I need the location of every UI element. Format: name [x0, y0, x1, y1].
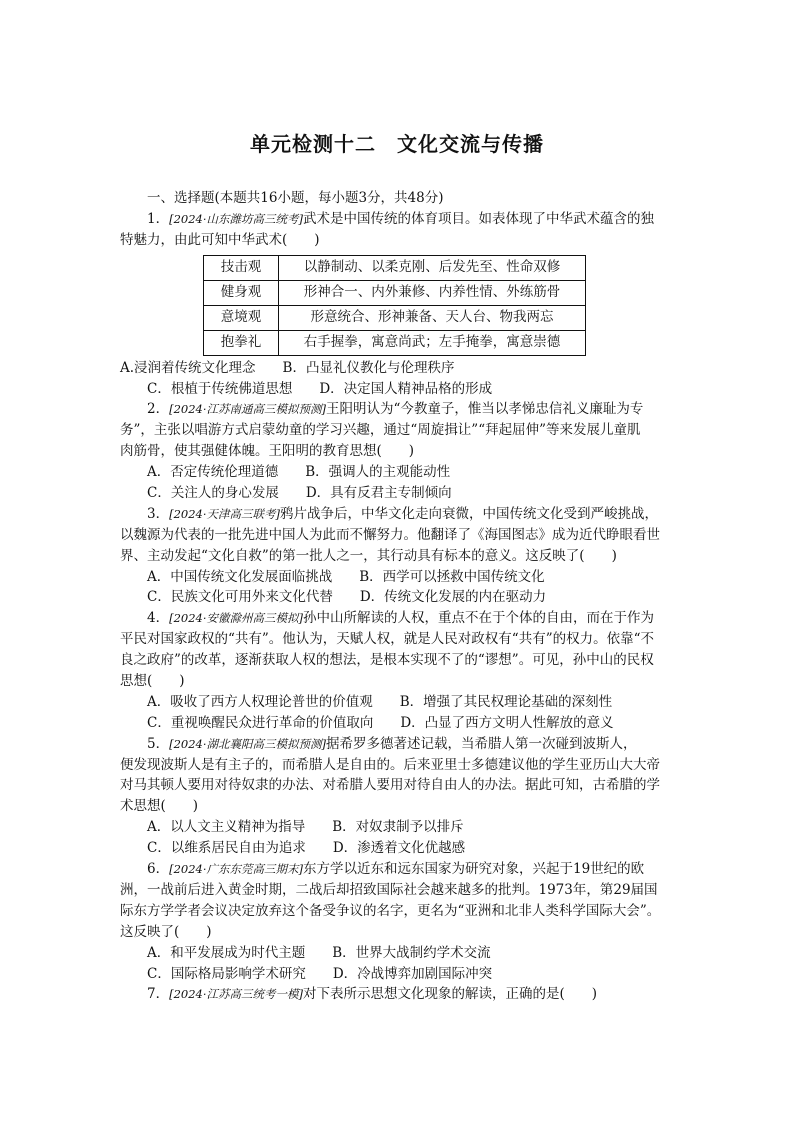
table-row: 健身观 形神合一、内外兼修、内养性情、外练筋骨 [204, 280, 586, 305]
question-4-stem-cont: 平民对国家政权的“共有”。他认为，天赋人权，就是人民对政权有“共有”的权力。依靠“不 [120, 631, 655, 648]
question-1-stem: 1．[2024·山东潍坊高三统考]武术是中国传统的体育项目。如表体现了中华武术蕴含的独 [147, 210, 654, 227]
question-4-stem: 4．[2024·安徽滁州高三模拟]孙中山所解读的人权，重点不在于个体的自由，而在于作为 [147, 610, 654, 627]
question-1-options-ab: A.浸润着传统文化理念 B．凸显礼仪教化与伦理秩序 [120, 359, 455, 376]
question-5-stem-cont: 对马其顿人要用对待奴隶的办法、对希腊人要用对待自由人的办法。据此可知，古希腊的学 [120, 777, 660, 794]
page-title: 单元检测十二 文化交流与传播 [250, 132, 544, 156]
question-5-stem: 5．[2024·湖北襄阳高三模拟预测]据希罗多德著述记载，当希腊人第一次碰到波斯人， [147, 735, 637, 752]
question-6-stem: 6．[2024·广东东莞高三期末]东方学以近东和远东国家为研究对象，兴起于19世纪的欧 [147, 861, 645, 878]
question-source: [2024·安徽滁州高三模拟] [169, 611, 303, 626]
question-4-options-ab: A．吸收了西方人权理论普世的价值观 B．增强了其民权理论基础的深刻性 [147, 693, 613, 710]
table-row: 技击观 以静制动、以柔克刚、后发先至、性命双修 [204, 255, 586, 280]
question-2-stem-cont: 务”，主张以唱游方式启蒙幼童的学习兴趣，通过“周旋揖让”“拜起屈伸”等来发展儿童肌 [120, 422, 641, 439]
question-2-stem-cont: 肉筋骨，使其强健体魄。王阳明的教育思想( ) [120, 443, 415, 460]
question-2-options-ab: A．否定传统伦理道德 B．强调人的主观能动性 [147, 464, 451, 481]
question-6-stem-cont: 洲，一战前后进入黄金时期，二战后却招致国际社会越来越多的批判。1973年，第29届国 [120, 881, 658, 898]
table-row: 意境观 形意统合、形神兼备、天人台、物我两忘 [204, 305, 586, 330]
question-2-options-cd: C．关注人的身心发展 D．具有反君主专制倾向 [147, 485, 452, 502]
question-2-stem: 2．[2024·江苏南通高三模拟预测]王阳明认为“今教童子，惟当以孝悌忠信礼义廉耻为专 [147, 401, 644, 418]
question-1-stem-cont: 特魅力，由此可知中华武术( ) [120, 231, 320, 248]
question-5-options-ab: A．以人文主义精神为指导 B．对奴隶制予以排斥 [147, 819, 464, 836]
question-3-stem: 3．[2024·天津高三联考]鸦片战争后，中华文化走向衰微，中国传统文化受到严峻挑战， [147, 505, 658, 522]
question-source: [2024·天津高三联考] [169, 506, 280, 521]
question-6-options-ab: A．和平发展成为时代主题 B．世界大战制约学术交流 [147, 944, 491, 961]
question-6-stem-cont: 际东方学学者会议决定放弃这个备受争议的名字，更名为“亚洲和北非人类科学国际大会”。 [120, 902, 661, 919]
question-5-options-cd: C．以维系居民自由为追求 D．渗透着文化优越感 [147, 840, 466, 857]
question-3-options-ab: A．中国传统文化发展面临挑战 B．西学可以拯救中国传统文化 [147, 568, 545, 585]
question-3-stem-cont: 界、主动发起“文化自救”的第一批人之一，其行动具有标本的意义。这反映了( ) [120, 547, 617, 564]
question-6-options-cd: C．国际格局影响学术研究 D．冷战博弈加剧国际冲突 [147, 965, 493, 982]
question-4-stem-cont: 思想( ) [120, 673, 185, 690]
question-3-stem-cont: 以魏源为代表的一批先进中国人为此而不懈努力。他翻译了《海国图志》成为近代睁眼看世 [120, 526, 660, 543]
question-5-stem-cont: 术思想( ) [120, 798, 199, 815]
question-source: [2024·山东潍坊高三统考] [169, 211, 303, 226]
question-3-options-cd: C．民族文化可用外来文化代替 D．传统文化发展的内在驱动力 [147, 589, 547, 606]
question-1-table [203, 255, 586, 356]
question-source: [2024·江苏南通高三模拟预测] [169, 402, 326, 417]
table-row: 抱拳礼 右手握拳，寓意尚武；左手掩拳，寓意崇德 [204, 330, 586, 355]
question-source: [2024·江苏高三统考一模] [169, 987, 303, 1002]
question-7-stem: 7．[2024·江苏高三统考一模]对下表所示思想文化现象的解读，正确的是( ) [147, 986, 598, 1003]
question-6-stem-cont: 这反映了( ) [120, 923, 212, 940]
question-1-options-cd: C．根植于传统佛道思想 D．决定国人精神品格的形成 [147, 380, 493, 397]
question-5-stem-cont: 便发现波斯人是有主子的，而希腊人是自由的。后来亚里士多德建议他的学生亚历山大大帝 [120, 756, 660, 773]
section-heading: 一、选择题(本题共16小题，每小题3分，共48分) [147, 190, 444, 206]
question-source: [2024·广东东莞高三期末] [169, 862, 303, 877]
question-4-options-cd: C．重视唤醒民众进行革命的价值取向 D．凸显了西方文明人性解放的意义 [147, 714, 614, 731]
question-list [120, 188, 686, 1005]
question-source: [2024·湖北襄阳高三模拟预测] [169, 736, 326, 751]
question-4-stem-cont: 良之政府”的改革，逐渐获取人权的想法，是根本实现不了的“谬想”。可见，孙中山的民权 [120, 652, 654, 669]
